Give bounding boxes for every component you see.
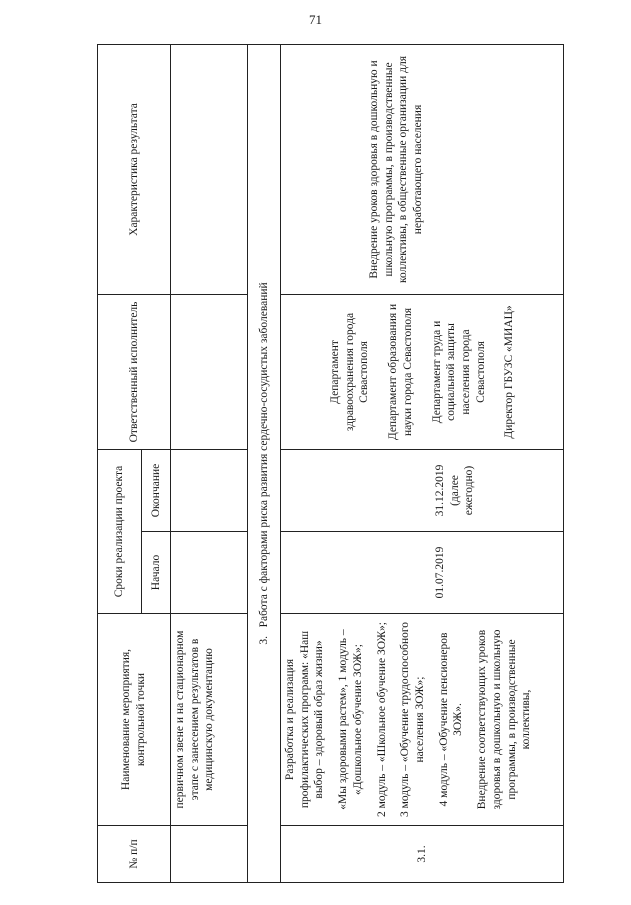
- cell-empty: [171, 826, 248, 883]
- cell-empty: [171, 44, 248, 294]
- name-paragraph: 4 модуль – «Обучение пенсионеров ЗОЖ».: [437, 632, 465, 807]
- name-paragraph: Внедрение соответствующих уроков здоровья в дошкольную и школьную программы, в производственные коллективы,: [476, 629, 533, 810]
- name-paragraph: 2 модуль – «Школьное обучение ЗОЖ»;: [375, 622, 388, 817]
- header-name: Наименование мероприятия, контрольной точки: [98, 614, 171, 826]
- row-start-cell: [281, 532, 564, 614]
- cell-empty: [171, 532, 248, 614]
- header-responsible: Ответственный исполнитель: [98, 294, 171, 449]
- header-period: Сроки реализации проекта: [98, 449, 142, 613]
- row-result-cell: [281, 44, 564, 294]
- table-row: [281, 44, 564, 882]
- page-number: 71: [309, 12, 322, 27]
- header-result: Характеристика результата: [98, 44, 171, 294]
- row-name: [281, 614, 564, 826]
- responsible-item: Департамент здравоохранения города Севастополя: [329, 312, 371, 432]
- section-heading: [248, 44, 281, 882]
- section-title: Работа с факторами риска развития сердечно-сосудистых заболеваний: [257, 282, 270, 628]
- name-paragraph: «Мы здоровыми растем», 1 модуль – «Дошкольное обучение ЗОЖ»;: [337, 629, 364, 810]
- header-num: № п/п: [98, 826, 171, 883]
- row-result: Внедрение уроков здоровья в дошкольную и школьную программы, в производственные коллективы, в общественные организации для неработающего населения: [368, 56, 425, 283]
- row-number: 3.1.: [281, 826, 564, 883]
- cell-empty: [171, 449, 248, 531]
- header-end: Окончание: [142, 449, 171, 531]
- name-paragraph: Разработка и реализация профилактических программ: «Наш выбор – здоровый образ жизни»: [284, 630, 326, 809]
- continuation-name: первичном звене и на стационарном этапе с занесением результатов в медицинскую документацию: [171, 614, 248, 826]
- cell-empty: [171, 294, 248, 449]
- responsible-item: Директор ГБУЗС «МИАЦ»: [503, 305, 516, 439]
- row-responsible: [281, 294, 564, 449]
- row-end-cell: [281, 449, 564, 531]
- section-number: 3.: [257, 636, 270, 645]
- header-start: Начало: [142, 532, 171, 614]
- document-table-rotated: [97, 45, 581, 883]
- row-end: 31.12.2019 (далее ежегодно): [434, 464, 476, 517]
- responsible-item: Департамент труда и социальной защиты населения города Севастополя: [430, 320, 487, 424]
- project-plan-table: [97, 44, 564, 883]
- name-paragraph: 3 модуль – «Обучение трудоспособного населения ЗОЖ»;: [399, 621, 427, 818]
- continuation-row: [171, 44, 248, 882]
- responsible-item: Департамент образования и науки города Севастополя: [387, 303, 414, 441]
- section-row: [248, 44, 281, 882]
- row-start: 01.07.2019: [434, 546, 446, 599]
